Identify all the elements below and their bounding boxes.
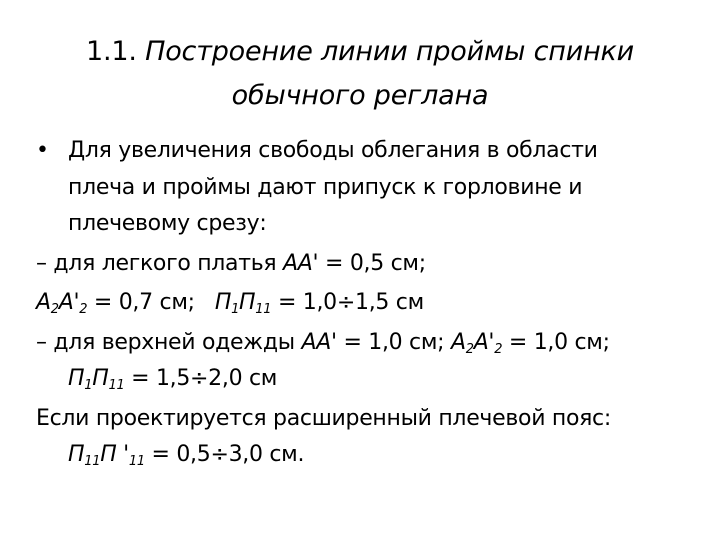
outerwear-prefix: – для верхней одежды [36, 329, 302, 355]
outerwear-val-a2: = 1,0 см; [502, 329, 610, 355]
bullet-line-2: плеча и проймы дают припуск к горловине и [68, 174, 583, 200]
var-a2: А [36, 290, 51, 315]
outerwear-var-a2-prime: А' [473, 329, 495, 355]
outerwear-var-a2-prime-sub: 2 [494, 341, 503, 357]
extended-val: = 0,5÷3,0 см. [144, 442, 305, 467]
val-p: = 1,0÷1,5 см [271, 290, 424, 315]
outerwear-var-aa: АА' [301, 329, 337, 355]
outerwear-line-1 [36, 325, 696, 362]
var-a2-prime: А' [58, 290, 80, 315]
bullet-icon: • [36, 138, 49, 163]
outerwear-var-p1: П [68, 366, 85, 391]
title-number: 1.1. [86, 36, 137, 67]
outerwear-var-p11-sub: 11 [108, 378, 125, 393]
var-p11-sub: 11 [255, 302, 272, 317]
outerwear-line-2 [36, 361, 696, 398]
light-dress-prefix: – для легкого платья [36, 250, 284, 276]
extended-line-1: Если проектируется расширенный плечевой пояс: [36, 405, 611, 431]
outerwear-var-p1-sub: 1 [84, 378, 93, 393]
outerwear-var-p11: П [92, 366, 109, 391]
var-a2-prime-sub: 2 [79, 302, 88, 317]
outerwear-val-aa: = 1,0 см; [336, 329, 451, 355]
light-dress-line [36, 246, 696, 283]
var-p1: П [214, 290, 232, 315]
val-a2: = 0,7 см; [87, 290, 215, 315]
outerwear-var-a2-sub: 2 [465, 341, 474, 357]
light-dress-cont-line [36, 285, 696, 322]
extended-line [36, 401, 696, 474]
title-line-2: обычного реглана [231, 80, 489, 111]
var-p1-sub: 1 [231, 302, 240, 317]
light-dress-val-aa: = 0,5 см; [318, 250, 426, 276]
light-dress-var-aa: АА' [283, 250, 319, 276]
title-text-1: Построение линии проймы спинки [145, 36, 634, 67]
var-a2-sub: 2 [50, 302, 59, 317]
outerwear-var-a2: А [450, 329, 466, 355]
bullet-item [36, 133, 696, 243]
outerwear-val-p: = 1,5÷2,0 см [124, 366, 278, 391]
outerwear-line [36, 325, 696, 398]
extended-line-2 [36, 437, 696, 474]
extended-var-p11-sub: 11 [84, 454, 101, 469]
bullet-line-3: плечевому срезу: [68, 211, 267, 236]
extended-var-p11-prime: П ' [100, 442, 129, 467]
bullet-line-1: Для увеличения свободы облегания в области [68, 138, 598, 163]
extended-var-p11: П [68, 442, 85, 467]
slide-title [40, 30, 680, 118]
title-line-1 [40, 30, 680, 74]
slide-body [36, 133, 696, 477]
var-p11: П [239, 290, 256, 315]
extended-var-p11-prime-sub: 11 [128, 454, 145, 469]
